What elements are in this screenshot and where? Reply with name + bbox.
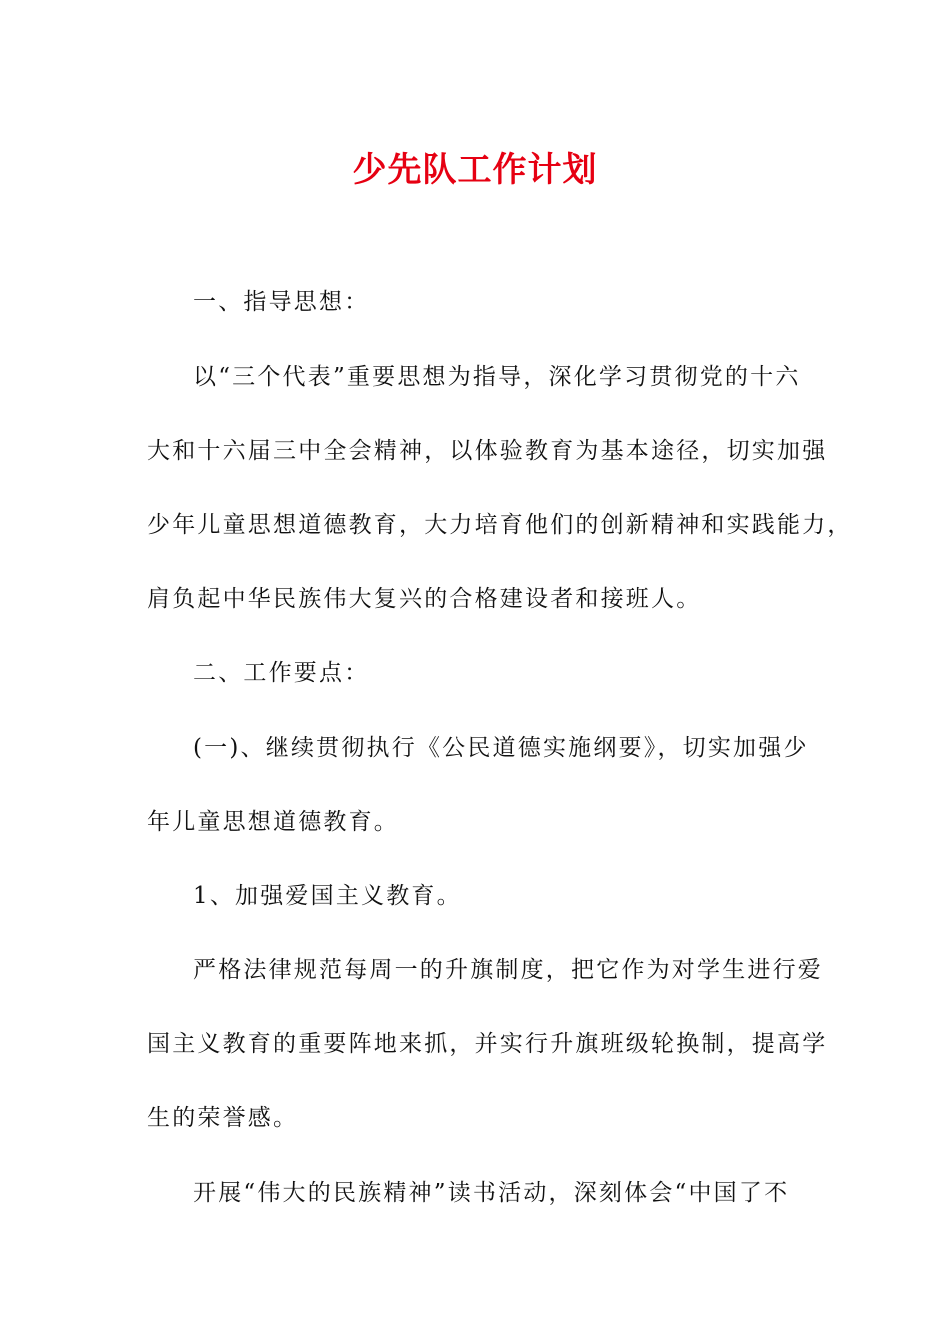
subheading-patriotism: 1、加强爱国主义教育。 <box>193 883 462 909</box>
paragraph-line: 年儿童思想道德教育。 <box>147 809 399 835</box>
paragraph-line: (一)、继续贯彻执行《公民道德实施纲要》，切实加强少 <box>193 735 809 761</box>
document-title: 少先队工作计划 <box>352 150 598 190</box>
paragraph-line: 国主义教育的重要阵地来抓，并实行升旗班级轮换制，提高学 <box>147 1031 828 1057</box>
paragraph-line: 严格法律规范每周一的升旗制度，把它作为对学生进行爱 <box>193 957 823 983</box>
heading-work-points: 二、工作要点： <box>193 660 370 686</box>
paragraph-line: 肩负起中华民族伟大复兴的合格建设者和接班人。 <box>147 586 702 612</box>
paragraph-line: 大和十六届三中全会精神，以体验教育为基本途径，切实加强 <box>147 438 828 464</box>
heading-guiding-thought: 一、指导思想： <box>193 289 370 315</box>
paragraph-line: 以“三个代表”重要思想为指导，深化学习贯彻党的十六 <box>193 364 801 390</box>
paragraph-line: 少年儿童思想道德教育，大力培育他们的创新精神和实践能力， <box>147 512 853 538</box>
paragraph-line: 开展“伟大的民族精神”读书活动，深刻体会“中国了不 <box>193 1180 790 1206</box>
paragraph-line: 生的荣誉感。 <box>147 1105 299 1131</box>
